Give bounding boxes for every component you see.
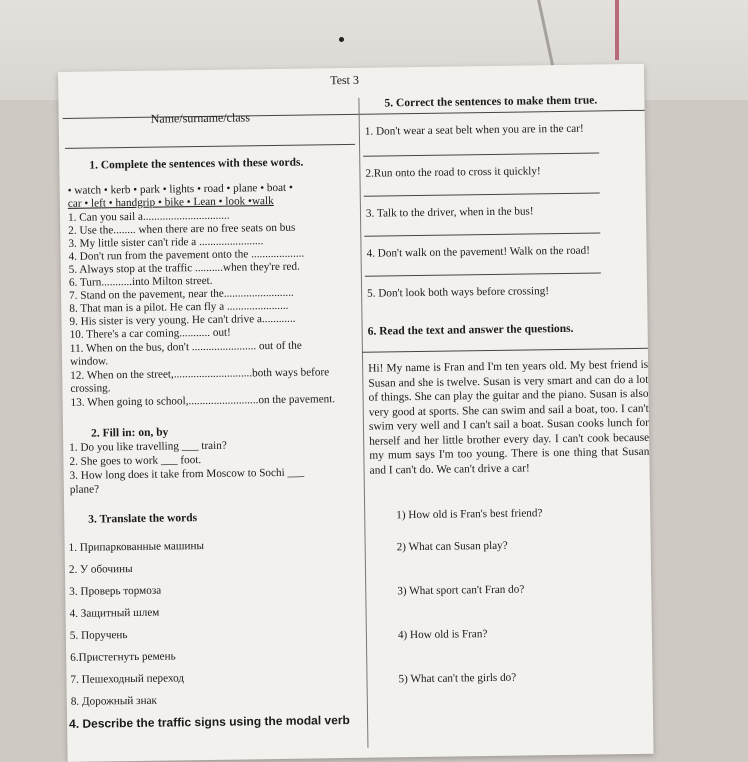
sec1-item: 2. Use the........ when there are no free seats on bus [68,221,296,237]
sec6-title: 6. Read the text and answer the questions. [367,322,574,338]
word-bank-line-1: • watch • kerb • park • lights • road • plane • boat • [67,181,293,197]
sec1-item: 11. When on the bus, don't ....................... out of the [69,339,302,355]
answer-line [364,232,600,236]
translate-item: 8. Дорожный знак [70,694,158,708]
name-line [65,144,355,149]
sec1-item: crossing. [70,382,111,395]
question-item: 5) What can't the girls do? [398,671,517,686]
translate-item: 4. Защитный шлем [69,606,160,620]
translate-item: 7. Пешеходный переход [70,672,185,686]
sec2-item: 1. Do you like travelling ___ train? [69,439,227,454]
sec1-item: 8. That man is a pilot. He can fly a ...................... [69,299,289,315]
sec5-item: 3. Talk to the driver, when in the bus! [365,205,534,220]
translate-item: 3. Проверь тормоза [69,584,162,598]
answer-line [364,192,600,196]
sec2-item: 3. How long does it take from Moscow to Sochi ___ [69,466,305,482]
translate-item: 2. У обочины [68,563,133,576]
worksheet-paper [58,64,654,762]
reading-passage: Hi! My name is Fran and I'm ten years old. My best friend is Susan and she is twelve. Susan is very smart and can do a lot of things. She can play the guitar and the piano. Susan is also very good at sports. She can swim and sail a boat, too. I can't swim very well and I can't sail a boat. Susan cooks lunch for herself and her little brother every day. I can't cook because my mum says I'm too young. There is one thing that Susan and I can't do. We can't drive a car! [368,358,650,477]
sec1-item: 6. Turn...........into Milton street. [68,274,213,289]
sec1-item: 7. Stand on the pavement, near the......................... [69,286,294,302]
name-label: Name/surname/class [150,110,251,126]
sec1-item: 3. My little sister can't ride a ....................... [68,235,264,250]
sec2-title: 2. Fill in: on, by [90,426,169,440]
sec5-item: 5. Don't look both ways before crossing! [367,285,550,300]
sec1-item: 13. When going to school,.........................on the pavement. [70,393,336,409]
sec1-item: 10. There's a car coming........... out! [69,326,231,341]
sec5-item: 4. Don't walk on the pavement! Walk on the road! [366,244,590,260]
answer-line [365,272,601,276]
sec1-item: 9. His sister is very young. He can't drive a............ [69,312,296,328]
sec1-item: 5. Always stop at the traffic ..........when they're red. [68,260,300,276]
translate-item: 5. Поручень [69,629,128,642]
answer-line [363,152,599,156]
sec1-item: 1. Can you sail a............................... [67,209,230,224]
sec5-item: 2.Run onto the road to cross it quickly! [365,165,541,180]
sec2-item: 2. She goes to work ___ foot. [69,454,202,468]
sec1-item: window. [69,355,109,368]
question-item: 3) What sport can't Fran do? [397,583,525,598]
translate-item: 6.Пристегнуть ремень [70,650,176,664]
question-item: 1) How old is Fran's best friend? [396,507,543,522]
sec5-title: 5. Correct the sentences to make them true. [384,94,598,110]
sec1-item: 4. Don't run from the pavement onto the ................... [68,247,305,263]
sec5-item: 1. Don't wear a seat belt when you are in the car! [364,122,584,138]
sec1-item: 12. When on the street,............................both ways before [70,366,330,382]
question-item: 2) What can Susan play? [396,539,508,554]
section-rule [362,348,648,353]
translate-item: 1. Припаркованные машины [68,540,205,554]
pink-cord [615,0,619,60]
sec3-title: 3. Translate the words [88,512,198,526]
sec2-item: plane? [69,483,100,496]
sec4-title: 4. Describe the traffic signs using the modal verb [69,712,350,731]
sec1-title: 1. Complete the sentences with these words. [89,156,304,172]
ink-dot [339,37,344,42]
question-item: 4) How old is Fran? [397,628,488,642]
test-title: Test 3 [330,72,360,88]
word-bank-line-2: car • left • handgrip • bike • Lean • look •walk [67,195,274,210]
